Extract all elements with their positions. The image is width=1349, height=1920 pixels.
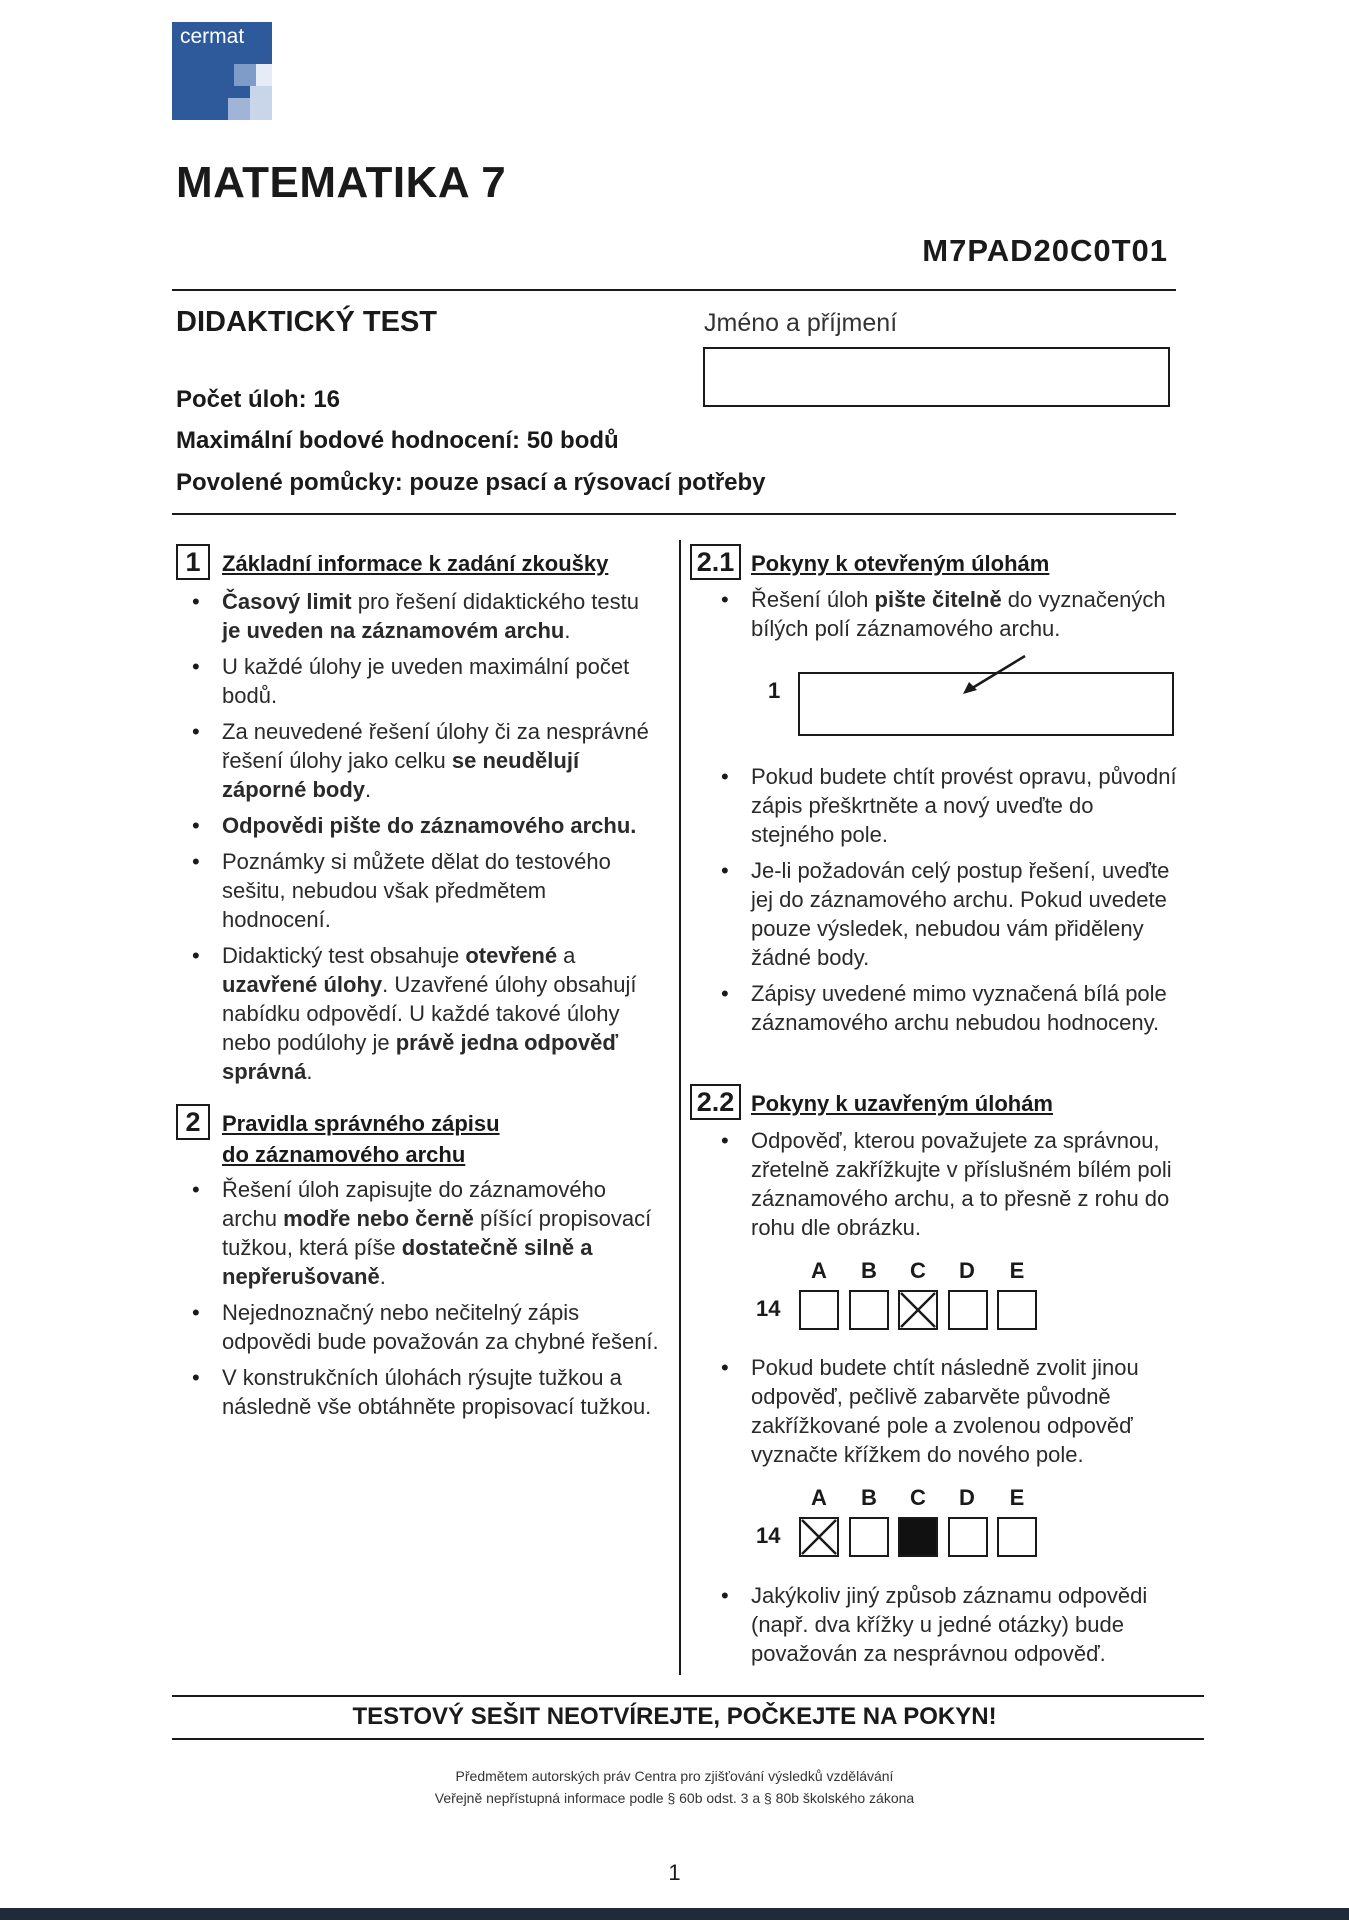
answer-checkbox-a	[799, 1517, 839, 1557]
section22-list-2	[751, 1353, 1181, 1476]
divider	[172, 1695, 1204, 1697]
warning-notice: TESTOVÝ SEŠIT NEOTVÍREJTE, POČKEJTE NA POKYN!	[352, 1703, 997, 1730]
answer-checkbox-a	[799, 1290, 839, 1330]
section-number: 1	[176, 544, 210, 580]
section21-list	[751, 762, 1181, 1044]
section21-intro-list	[751, 585, 1181, 650]
column-divider	[679, 540, 681, 1675]
section2-list	[222, 1175, 660, 1428]
divider	[172, 289, 1176, 291]
option-letter: B	[861, 1258, 877, 1283]
section-number: 2.1	[690, 544, 741, 580]
section-title-line: do záznamového archu	[222, 1142, 466, 1167]
section-number: 2.2	[690, 1084, 741, 1120]
answer-checkbox-c	[898, 1517, 938, 1557]
section-title: Pokyny k uzavřeným úlohám	[751, 1091, 1053, 1116]
test-title: MATEMATIKA 7	[176, 158, 507, 207]
list-item: • Zápisy uvedené mimo vyznačená bílá pole záznamového archu nebudou hodnoceny.	[751, 979, 1181, 1037]
option-letter: C	[910, 1485, 926, 1510]
name-field[interactable]	[703, 347, 1170, 407]
list-item: • Za neuvedené řešení úlohy či za nesprávné řešení úlohy jako celku se neudělují záporné body.	[222, 717, 660, 804]
list-item: • Poznámky si můžete dělat do testového sešitu, nebudou však předmětem hodnocení.	[222, 847, 660, 934]
divider	[172, 1738, 1204, 1740]
answer-checkbox-d	[948, 1290, 988, 1330]
logo-square	[234, 64, 256, 86]
section-title	[222, 1108, 500, 1170]
section-title: Základní informace k zadání zkoušky	[222, 551, 609, 576]
list-item: • V konstrukčních úlohách rýsujte tužkou a následně vše obtáhněte propisovací tužkou.	[222, 1363, 660, 1421]
list-item: • Odpovědi pište do záznamového archu.	[222, 811, 660, 840]
page-number: 1	[668, 1860, 681, 1885]
divider	[172, 513, 1176, 515]
option-letter: A	[811, 1258, 827, 1283]
info-allowed-tools: Povolené pomůcky: pouze psací a rýsovací potřeby	[176, 469, 766, 496]
option-letter: B	[861, 1485, 877, 1510]
answer-checkbox-c	[898, 1290, 938, 1330]
list-item: • Jakýkoliv jiný způsob záznamu odpovědi (např. dva křížky u jedné otázky) bude považován za nesprávnou odpověď.	[751, 1581, 1181, 1668]
list-item: • Didaktický test obsahuje otevřené a uzavřené úlohy. Uzavřené úlohy obsahují nabídku odpovědí. U každé takové úlohy nebo podúlohy je právě jedna odpověď správná.	[222, 941, 660, 1086]
logo-square	[256, 64, 272, 86]
section22-list-3	[751, 1581, 1181, 1675]
logo-square	[228, 98, 250, 120]
list-item: • U každé úlohy je uveden maximální počet bodů.	[222, 652, 660, 710]
list-item: • Je-li požadován celý postup řešení, uveďte jej do záznamového archu. Pokud uvedete pouze výsledek, nebudou vám přiděleny žádné body.	[751, 856, 1181, 972]
section1-list	[222, 587, 660, 1093]
section-title-line: Pravidla správného zápisu	[222, 1111, 500, 1136]
list-item: • Pokud budete chtít následně zvolit jinou odpověď, pečlivě zabarvěte původně zakřížkované pole a zvolenou odpověď vyznačte křížkem do nového pole.	[751, 1353, 1181, 1469]
copyright-note: Předmětem autorských práv Centra pro zjišťování výsledků vzdělávání	[455, 1768, 894, 1784]
list-item: • Odpověď, kterou považujete za správnou, zřetelně zakřížkujte v příslušném bílém poli záznamového archu, a to přesně z rohu do rohu dle obrázku.	[751, 1126, 1181, 1242]
option-letter: A	[811, 1485, 827, 1510]
list-item: • Časový limit pro řešení didaktického testu je uveden na záznamovém archu.	[222, 587, 660, 645]
example-task-number: 1	[768, 678, 781, 703]
option-letter: E	[1009, 1258, 1025, 1283]
option-letter: D	[959, 1485, 975, 1510]
answer-checkbox-b	[849, 1290, 889, 1330]
info-task-count: Počet úloh: 16	[176, 386, 341, 413]
logo-wordmark: cermat	[180, 25, 245, 48]
list-item: • Nejednoznačný nebo nečitelný zápis odpovědi bude považován za chybné řešení.	[222, 1298, 660, 1356]
list-item: • Pokud budete chtít provést opravu, původní zápis přeškrtněte a nový uveďte do stejného pole.	[751, 762, 1181, 849]
answer-checkbox-b	[849, 1517, 889, 1557]
test-code: M7PAD20C0T01	[922, 233, 1168, 268]
answer-checkbox-e	[997, 1290, 1037, 1330]
viewer-bottom-bar	[0, 1908, 1349, 1920]
name-label: Jméno a příjmení	[704, 309, 898, 337]
logo-square	[250, 86, 272, 120]
section-number: 2	[176, 1104, 210, 1140]
section22-list-1	[751, 1126, 1181, 1249]
option-letter: C	[910, 1258, 926, 1283]
section-title: Pokyny k otevřeným úlohám	[751, 551, 1050, 576]
info-max-points: Maximální bodové hodnocení: 50 bodů	[176, 427, 619, 454]
example-task-number: 14	[756, 1296, 781, 1321]
answer-checkbox-d	[948, 1517, 988, 1557]
list-item: • Řešení úloh pište čitelně do vyznačených bílých polí záznamového archu.	[751, 585, 1181, 643]
arrow-icon	[955, 652, 1035, 698]
option-letter: E	[1009, 1485, 1025, 1510]
test-type: DIDAKTICKÝ TEST	[176, 306, 437, 338]
answer-checkbox-e	[997, 1517, 1037, 1557]
example-task-number: 14	[756, 1523, 781, 1548]
legal-note: Veřejně nepřístupná informace podle § 60b odst. 3 a § 80b školského zákona	[434, 1790, 915, 1806]
option-letter: D	[959, 1258, 975, 1283]
list-item: • Řešení úloh zapisujte do záznamového archu modře nebo černě píšící propisovací tužkou, která píše dostatečně silně a nepřerušovaně.	[222, 1175, 660, 1291]
cermat-logo	[172, 22, 272, 120]
